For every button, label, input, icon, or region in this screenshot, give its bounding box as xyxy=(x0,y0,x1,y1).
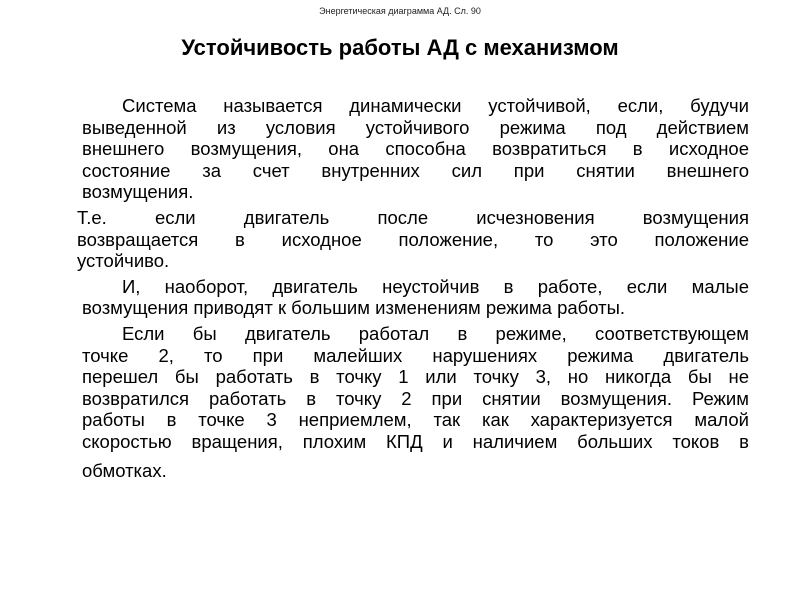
paragraph xyxy=(82,323,749,481)
text-line: состояние за счет внутренних сил при снятии внешнего xyxy=(82,159,749,181)
text-line: возмущения. xyxy=(82,181,194,203)
text-line: Т.е. если двигатель после исчезновения возмущения xyxy=(77,206,749,228)
text-line: работы в точке 3 неприемлем, так как характеризуется малой xyxy=(82,409,749,431)
text-line: выведенной из условия устойчивого режима под действием xyxy=(82,116,749,138)
text-line: скоростью вращения, плохим КПД и наличием больших токов в xyxy=(82,430,749,452)
slide-title: Устойчивость работы АД с механизмом xyxy=(181,35,619,60)
text-line: внешнего возмущения, она способна возвратиться в исходное xyxy=(82,138,749,160)
text-line: устойчиво. xyxy=(77,250,170,272)
text-line: Система называется динамически устойчивой, если, будучи xyxy=(122,95,749,116)
text-line: обмотках. xyxy=(82,459,167,481)
text-line: Если бы двигатель работал в режиме, соответствующем xyxy=(122,322,749,344)
paragraph xyxy=(82,95,749,203)
text-line: И, наоборот, двигатель неустойчив в работе, если малые xyxy=(122,275,749,297)
text-line: перешел бы работать в точку 1 или точку 3, но никогда бы не xyxy=(82,366,749,388)
paragraph xyxy=(82,276,749,319)
slide-header: Энергетическая диаграмма АД. Сл. 90 xyxy=(319,6,481,16)
slide-body xyxy=(77,95,749,485)
text-line: точке 2, то при малейших нарушениях режима двигатель xyxy=(82,344,749,366)
text-line: возвращается в исходное положение, то это положение xyxy=(77,228,749,250)
text-line: возвратился работать в точку 2 при снятии возмущения. Режим xyxy=(82,387,749,409)
text-line: возмущения приводят к большим изменениям режима работы. xyxy=(82,297,626,319)
paragraph xyxy=(77,207,749,272)
